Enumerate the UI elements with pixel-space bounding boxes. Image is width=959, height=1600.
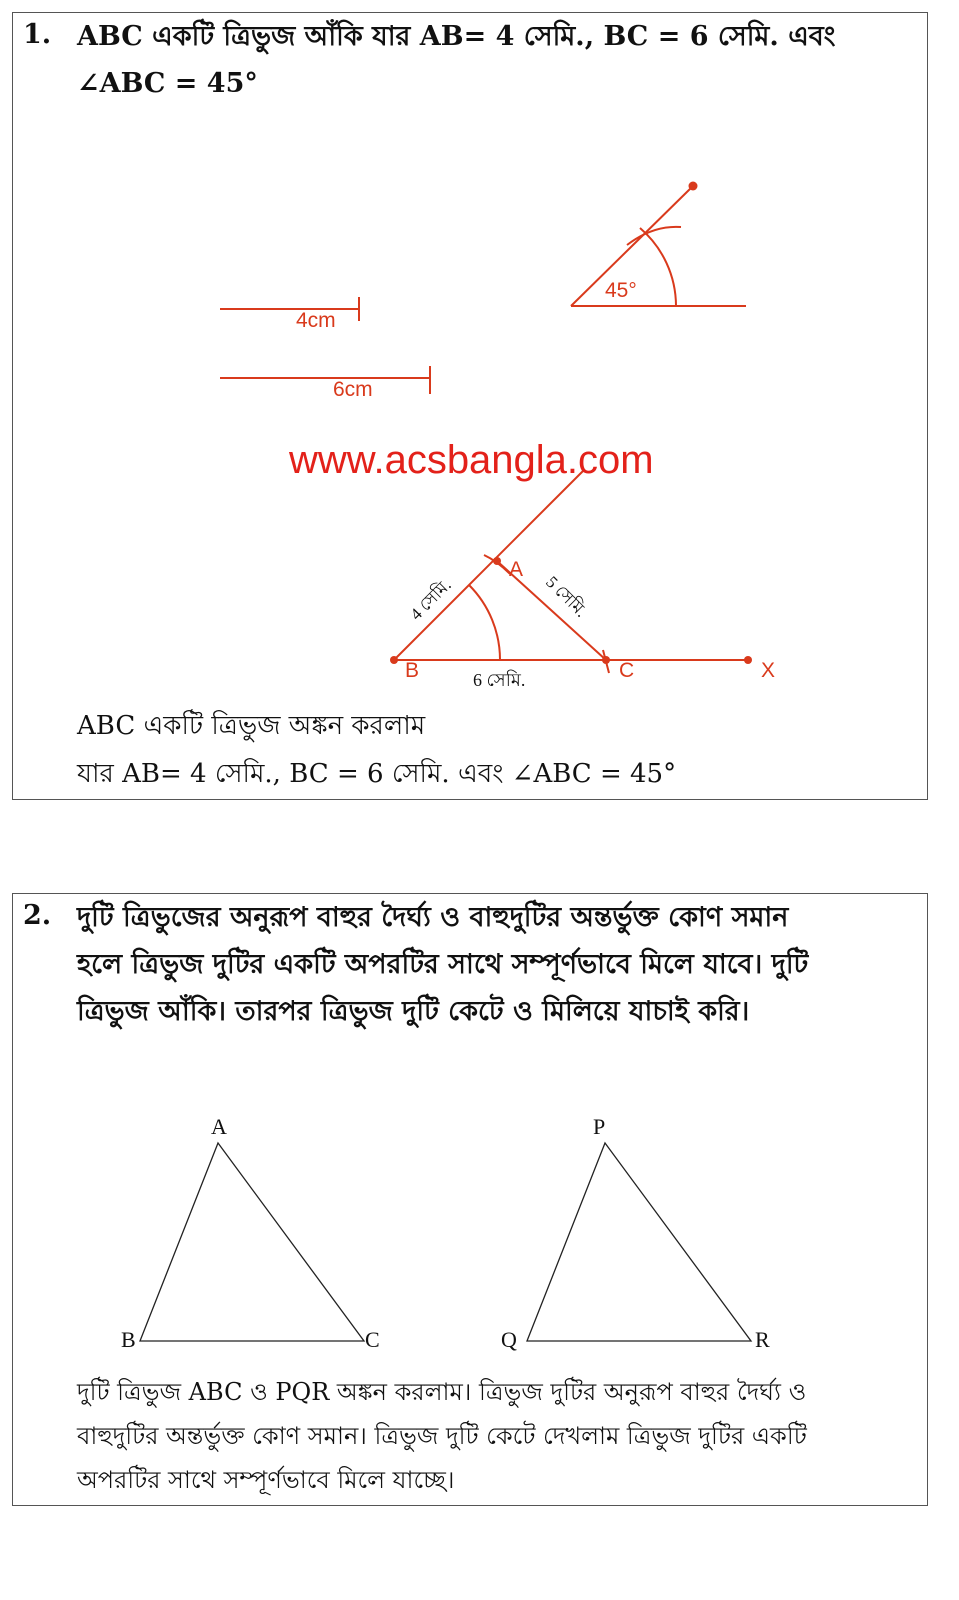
caption-line: বাহুদুটির অন্তর্ভুক্ত কোণ সমান। ত্রিভুজ দুটি কেটে দেখলাম ত্রিভুজ দুটির একটি (77, 1422, 807, 1450)
point-b-dot (390, 656, 398, 664)
question-line: দুটি ত্রিভুজের অনুরূপ বাহুর দৈর্ঘ্য ও বাহুদুটির অন্তর্ভুক্ত কোণ সমান (77, 902, 789, 933)
label-point-x: X (761, 659, 776, 682)
question-line: ত্রিভুজ আঁকি। তারপর ত্রিভুজ দুটি কেটে ও মিলিয়ে যাচাই করি। (77, 996, 750, 1027)
angle-arc-at-b (469, 585, 500, 661)
label-a: A (211, 1114, 227, 1139)
question-line: ∠ABC = 45° (77, 68, 258, 99)
label-angle-45: 45° (605, 279, 637, 302)
caption-line: অপরটির সাথে সম্পূর্ণভাবে মিলে যাচ্ছে। (77, 1466, 455, 1494)
triangle-pqr (527, 1143, 751, 1341)
label-p: P (593, 1114, 606, 1139)
ray-from-b (394, 471, 583, 660)
label-c: C (365, 1327, 380, 1352)
question-number: 2. (23, 900, 52, 931)
question-line: ABC একটি ত্রিভুজ আঁকি যার AB= 4 সেমি., BC = 6 সেমি. এবং (77, 21, 836, 52)
construction-figure (13, 13, 927, 713)
question-number: 1. (23, 19, 52, 50)
label-vertex-c: C (619, 659, 635, 682)
caption-line: যার AB= 4 সেমি., BC = 6 সেমি. এবং ∠ABC = 45° (77, 759, 677, 789)
angle-arc (640, 228, 676, 306)
point-a-dot (493, 557, 501, 565)
label-vertex-b: B (405, 659, 420, 682)
caption-line: ABC একটি ত্রিভুজ অঙ্কন করলাম (77, 711, 426, 741)
triangle-abc (140, 1143, 364, 1341)
watermark: www.acsbangla.com (289, 438, 654, 482)
point-x-dot (744, 656, 752, 664)
label-r: R (755, 1327, 770, 1352)
label-q: Q (501, 1327, 517, 1352)
answer-caption (77, 1370, 917, 1502)
label-b: B (121, 1327, 136, 1352)
label-side-ab: 4 সেমি. (406, 575, 455, 624)
ray-end-dot (689, 182, 698, 191)
label-vertex-a: A (509, 558, 524, 581)
label-6cm: 6cm (333, 378, 373, 401)
answer-caption (77, 702, 917, 798)
label-4cm: 4cm (296, 309, 336, 332)
question-1-box (12, 12, 928, 800)
question-2-box (12, 893, 928, 1506)
label-side-ac: 5 সেমি. (542, 572, 591, 621)
point-c-dot (602, 656, 610, 664)
label-side-bc: 6 সেমি. (473, 670, 526, 690)
question-line: হলে ত্রিভুজ দুটির একটি অপরটির সাথে সম্পূর্ণভাবে মিলে যাবে। দুটি (77, 949, 809, 980)
triangles-figure (13, 894, 927, 1394)
caption-line: দুটি ত্রিভুজ ABC ও PQR অঙ্কন করলাম। ত্রিভুজ দুটির অনুরূপ বাহুর দৈর্ঘ্য ও (77, 1378, 807, 1406)
